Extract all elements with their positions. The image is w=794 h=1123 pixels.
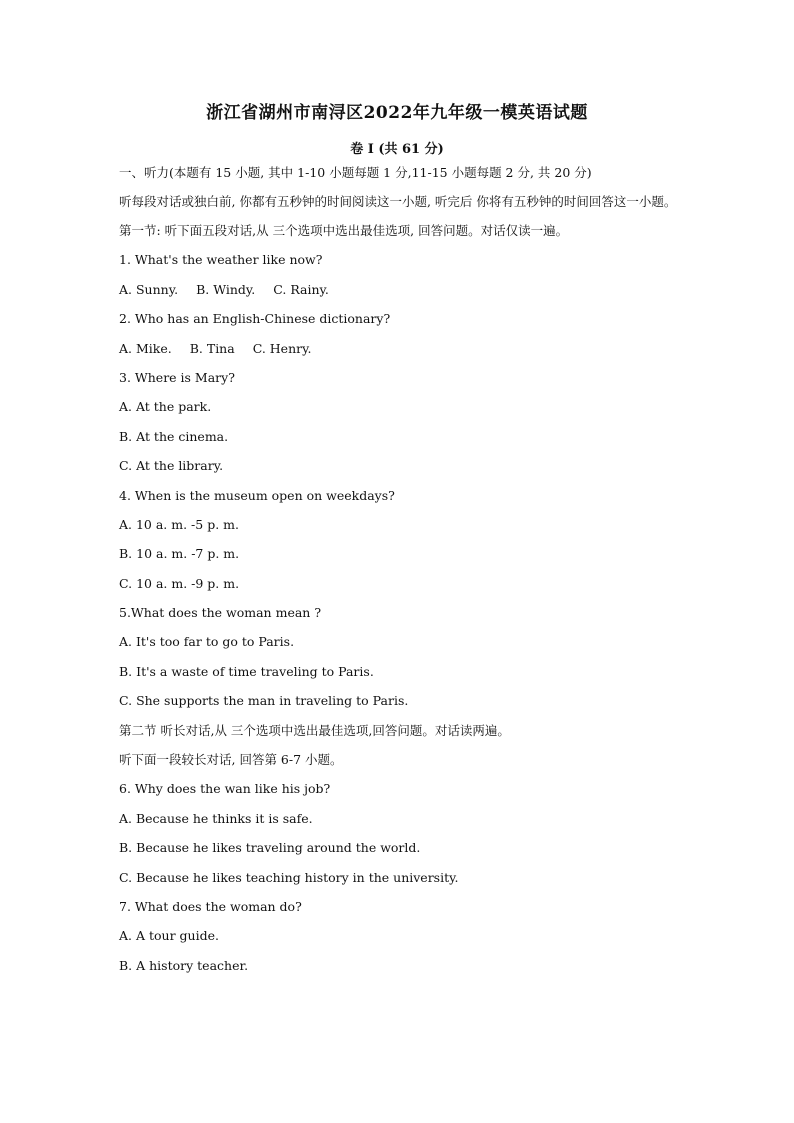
- option-b: B. A history teacher.: [119, 957, 249, 973]
- exam-body: [119, 162, 679, 975]
- question-2: 2. Who has an English-Chinese dictionary?: [119, 311, 391, 327]
- question-1-options: [119, 281, 679, 299]
- page-subtitle: 卷 I (共 61 分): [350, 142, 444, 157]
- option-a: A. Because he thinks it is safe.: [119, 810, 313, 826]
- dialogue-intro: 听下面一段较长对话, 回答第 6-7 小题。: [119, 752, 343, 768]
- question-2-options: [119, 340, 679, 358]
- option-c: C. Henry.: [252, 340, 312, 356]
- option-b: B. Tina: [189, 340, 235, 356]
- option-b: B. 10 a. m. -7 p. m.: [119, 546, 240, 562]
- question-6: 6. Why does the wan like his job?: [119, 781, 331, 797]
- page-title: 浙江省湖州市南浔区2022年九年级一模英语试题: [206, 103, 588, 123]
- option-a: A. Mike.: [119, 340, 172, 356]
- option-c: C. Rainy.: [273, 281, 329, 297]
- option-b: B. At the cinema.: [119, 428, 229, 444]
- question-1: 1. What's the weather like now?: [119, 252, 323, 268]
- option-c: C. At the library.: [119, 458, 224, 474]
- part1-heading: 第一节: 听下面五段对话,从 三个选项中选出最佳选项, 回答问题。对话仅读一遍。: [119, 223, 569, 238]
- option-c: C. She supports the man in traveling to Paris.: [119, 693, 409, 709]
- question-7: 7. What does the woman do?: [119, 898, 302, 914]
- instructions: 听每段对话或独白前, 你都有五秒钟的时间阅读这一小题, 听完后 你将有五秒钟的时间回答这一小题。: [119, 194, 677, 209]
- option-c: C. Because he likes teaching history in the university.: [119, 869, 459, 885]
- question-5: 5.What does the woman mean ?: [119, 605, 322, 621]
- option-b: B. Windy.: [196, 281, 256, 297]
- option-a: A. At the park.: [119, 399, 212, 415]
- question-4: 4. When is the museum open on weekdays?: [119, 487, 395, 503]
- option-b: B. It's a waste of time traveling to Paris.: [119, 663, 374, 679]
- option-a: A. 10 a. m. -5 p. m.: [119, 516, 239, 532]
- option-a: A. Sunny.: [119, 281, 179, 297]
- option-b: B. Because he likes traveling around the world.: [119, 840, 421, 856]
- option-c: C. 10 a. m. -9 p. m.: [119, 575, 240, 591]
- question-3: 3. Where is Mary?: [119, 369, 235, 385]
- part2-heading: 第二节 听长对话,从 三个选项中选出最佳选项,回答问题。对话读两遍。: [119, 722, 510, 738]
- option-a: A. It's too far to go to Paris.: [119, 634, 295, 650]
- section1-heading: 一、听力(本题有 15 小题, 其中 1-10 小题每题 1 分,11-15 小题每题 2 分, 共 20 分): [119, 165, 592, 180]
- option-a: A. A tour guide.: [119, 928, 219, 944]
